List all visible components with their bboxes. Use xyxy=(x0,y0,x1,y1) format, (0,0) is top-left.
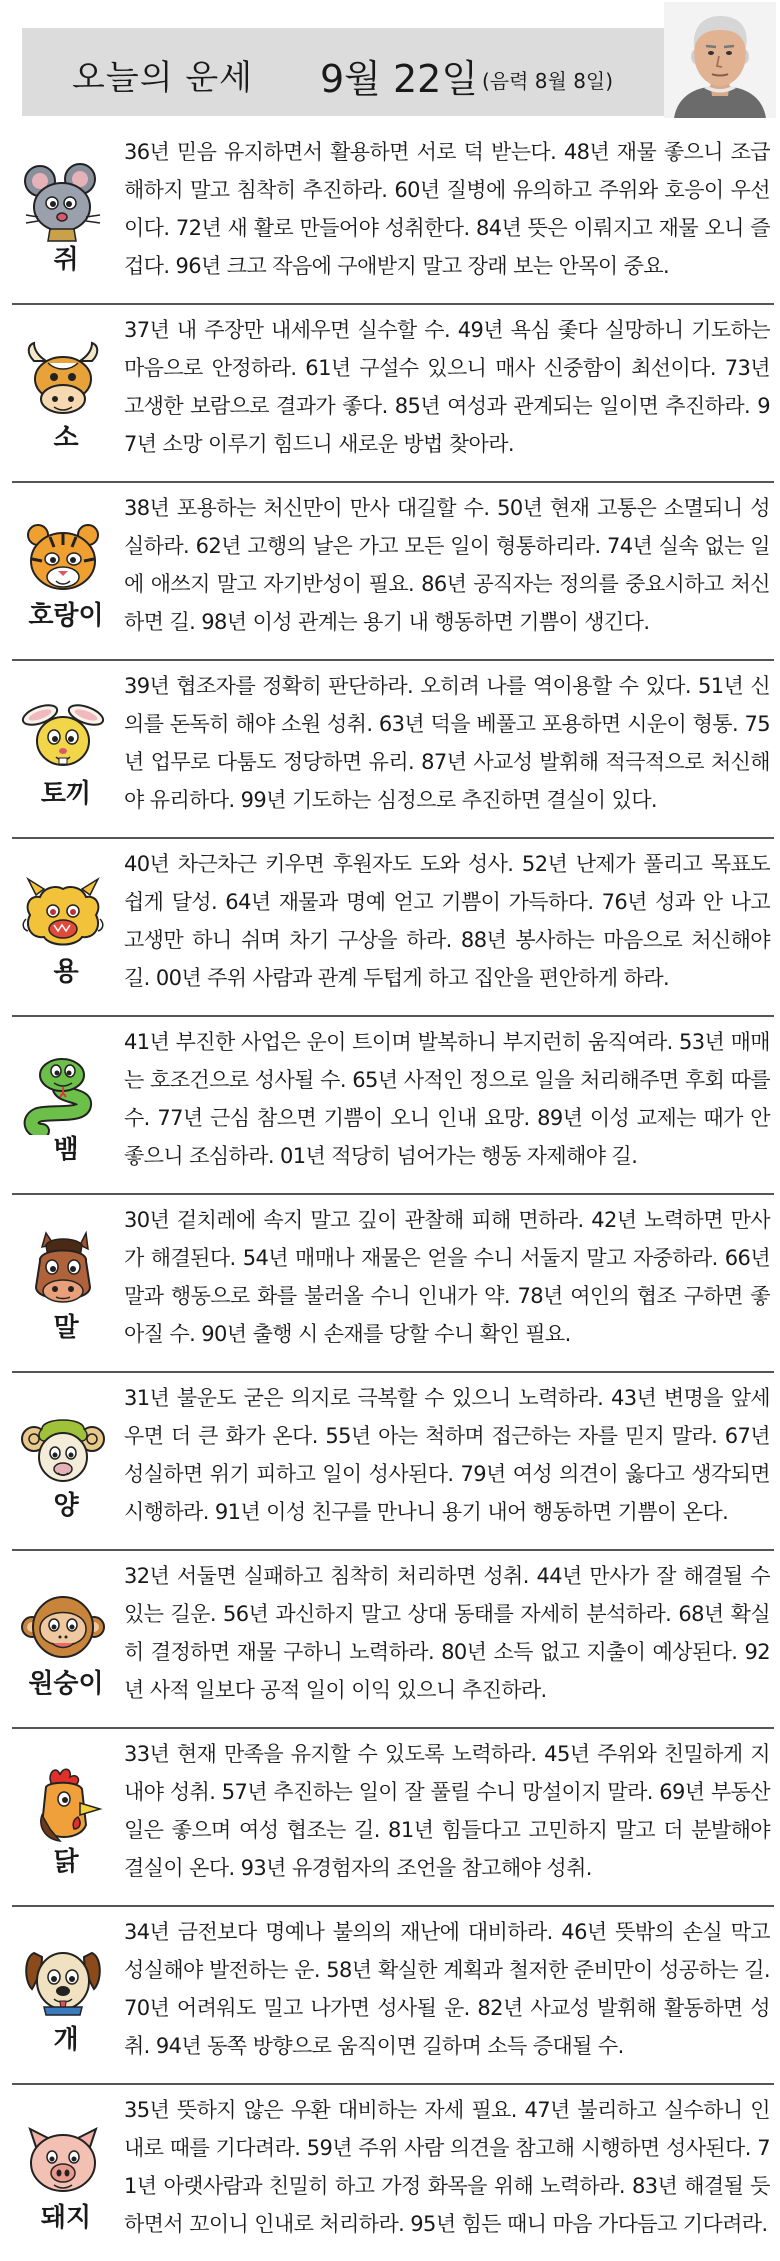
monkey-icon xyxy=(20,1587,106,1669)
fortune-text: 36년 믿음 유지하면서 활용하면 서로 덕 받는다. 48년 재물 좋으니 조급해하지 말고 침착히 추진하라. 60년 질병에 유의하고 주위와 호응이 우선이다. 72년 새 활로 만들어야 성취한다. 84년 뜻은 이뤄지고 재물 오니 즐겁다. 96년 크고 작음에 구애받지 말고 장래 보는 안목이 중요. xyxy=(124,140,770,278)
pig-icon xyxy=(20,2121,106,2203)
zodiac-name: 돼지 xyxy=(40,2203,92,2233)
zodiac-row-rooster xyxy=(12,1727,774,1907)
zodiac-name: 쥐 xyxy=(53,245,79,275)
zodiac-name: 용 xyxy=(53,957,79,987)
dragon-icon xyxy=(20,875,106,957)
lunar-date-label: (음력 8월 8일) xyxy=(482,69,614,93)
fortune-text: 39년 협조자를 정확히 판단하라. 오히려 나를 역이용할 수 있다. 51년 신의를 돈독히 해야 소원 성취. 63년 덕을 베풀고 포용하면 시운이 형통. 75년 업무로 다툼도 정당하면 유리. 87년 사교성 발휘해 적극적으로 처신해야 유리하다. 99년 기도하는 심정으로 추진하면 결실이 있다. xyxy=(124,674,770,812)
zodiac-row-ox xyxy=(12,303,774,483)
sheep-icon xyxy=(20,1409,106,1491)
columnist-portrait xyxy=(664,2,776,118)
zodiac-row-horse xyxy=(12,1193,774,1373)
zodiac-row-rat xyxy=(12,125,774,305)
rooster-icon xyxy=(20,1765,106,1847)
dog-icon xyxy=(20,1943,106,2025)
zodiac-name: 소 xyxy=(53,423,79,453)
zodiac-row-sheep xyxy=(12,1371,774,1551)
zodiac-row-snake xyxy=(12,1015,774,1195)
fortune-text: 34년 금전보다 명예나 불의의 재난에 대비하라. 46년 뜻밖의 손실 막고 성실해야 발전하는 운. 58년 확실한 계획과 철저한 준비만이 성공하는 길. 70년 어려워도 밀고 나가면 성사될 운. 82년 사교성 발휘해 활동하면 성취. 94년 동쪽 방향으로 움직이면 길하며 소득 증대될 수. xyxy=(124,1920,770,2058)
fortune-text: 41년 부진한 사업은 운이 트이며 발복하니 부지런히 움직여라. 53년 매매는 호조건으로 성사될 수. 65년 사적인 정으로 일을 처리해주면 후회 따를 수. 77년 근심 참으면 기쁨이 오니 인내 요망. 89년 이성 교제는 때가 안 좋으니 조심하라. 01년 적당히 넘어가는 행동 자제해야 길. xyxy=(124,1030,770,1168)
zodiac-name: 개 xyxy=(53,2025,79,2055)
fortune-text: 32년 서둘면 실패하고 침착히 처리하면 성취. 44년 만사가 잘 해결될 수 있는 길운. 56년 과신하지 말고 상대 동태를 자세히 분석하라. 68년 확실히 결정하면 재물 구하니 노력하라. 80년 소득 없고 지출이 예상된다. 92년 사적 일보다 공적 일이 이익 있으니 추진하라. xyxy=(124,1564,770,1702)
rabbit-icon xyxy=(20,697,106,779)
fortune-text: 33년 현재 만족을 유지할 수 있도록 노력하라. 45년 주위와 친밀하게 지내야 성취. 57년 추진하는 일이 잘 풀릴 수니 망설이지 말라. 69년 부동산 일은 좋으며 여성 협조는 길. 81년 힘들다고 고민하지 말고 더 분발해야 결실이 온다. 93년 유경험자의 조언을 참고해야 성취. xyxy=(124,1742,770,1880)
date-label: 9월 22일 xyxy=(320,57,479,101)
fortune-text: 40년 차근차근 키우면 후원자도 도와 성사. 52년 난제가 풀리고 목표도 쉽게 달성. 64년 재물과 명예 얻고 기쁨이 가득하다. 76년 성과 안 나고 고생만 하니 쉬며 차기 구상을 하라. 88년 봉사하는 마음으로 처신해야 길. 00년 주위 사람과 관계 두텁게 하고 집안을 편안하게 하라. xyxy=(124,852,770,990)
zodiac-name: 뱀 xyxy=(53,1135,79,1165)
ox-icon xyxy=(20,341,106,423)
zodiac-name: 원숭이 xyxy=(28,1669,104,1699)
horse-icon xyxy=(20,1231,106,1313)
zodiac-name: 양 xyxy=(53,1491,79,1521)
zodiac-name: 말 xyxy=(53,1313,79,1343)
rat-icon xyxy=(20,163,106,245)
zodiac-row-tiger xyxy=(12,481,774,661)
zodiac-row-pig xyxy=(12,2083,774,2261)
zodiac-name: 닭 xyxy=(53,1847,79,1877)
zodiac-row-dragon xyxy=(12,837,774,1017)
header-bar xyxy=(22,28,672,116)
fortune-text: 31년 불운도 굳은 의지로 극복할 수 있으니 노력하라. 43년 변명을 앞세우면 더 큰 화가 온다. 55년 아는 척하며 접근하는 자를 믿지 말라. 67년 성실하면 위기 피하고 일이 성사된다. 79년 여성 의견이 옳다고 생각되면 시행하라. 91년 이성 친구를 만나니 용기 내어 행동하면 기쁨이 온다. xyxy=(124,1386,770,1524)
zodiac-row-rabbit xyxy=(12,659,774,839)
fortune-text: 38년 포용하는 처신만이 만사 대길할 수. 50년 현재 고통은 소멸되니 성실하라. 62년 고행의 날은 가고 모든 일이 형통하리라. 74년 실속 없는 일에 애쓰지 말고 자기반성이 필요. 86년 공직자는 정의를 중요시하고 처신하면 길. 98년 이성 관계는 용기 내 행동하면 기쁨이 생긴다. xyxy=(124,496,770,634)
tiger-icon xyxy=(20,519,106,601)
fortune-text: 30년 겉치레에 속지 말고 깊이 관찰해 피해 면하라. 42년 노력하면 만사가 해결된다. 54년 매매나 재물은 얻을 수니 서둘지 말고 자중하라. 66년 말과 행동으로 화를 불러올 수니 인내가 약. 78년 여인의 협조 구하면 좋아질 수. 90년 출행 시 손재를 당할 수니 확인 필요. xyxy=(124,1208,770,1346)
zodiac-row-monkey xyxy=(12,1549,774,1729)
fortune-text: 35년 뜻하지 않은 우환 대비하는 자세 필요. 47년 불리하고 실수하니 인내로 때를 기다려라. 59년 주위 사람 의견을 참고해 시행하면 성사된다. 71년 아랫사람과 친밀히 하고 가정 화목을 위해 노력하라. 83년 해결될 듯하면서 꼬이니 인내로 처리하라. 95년 힘든 때니 마음 가다듬고 기다려라. xyxy=(124,2098,770,2236)
zodiac-name: 호랑이 xyxy=(28,601,104,631)
zodiac-row-dog xyxy=(12,1905,774,2085)
snake-icon xyxy=(20,1053,106,1135)
zodiac-name: 토끼 xyxy=(40,779,92,809)
fortune-text: 37년 내 주장만 내세우면 실수할 수. 49년 욕심 좇다 실망하니 기도하는 마음으로 안정하라. 61년 구설수 있으니 매사 신중함이 최선이다. 73년 고생한 보람으로 결과가 좋다. 85년 여성과 관계되는 일이면 추진하라. 97년 소망 이루기 힘드니 새로운 방법 찾아라. xyxy=(124,318,770,456)
page-title: 오늘의 운세 xyxy=(72,58,254,98)
